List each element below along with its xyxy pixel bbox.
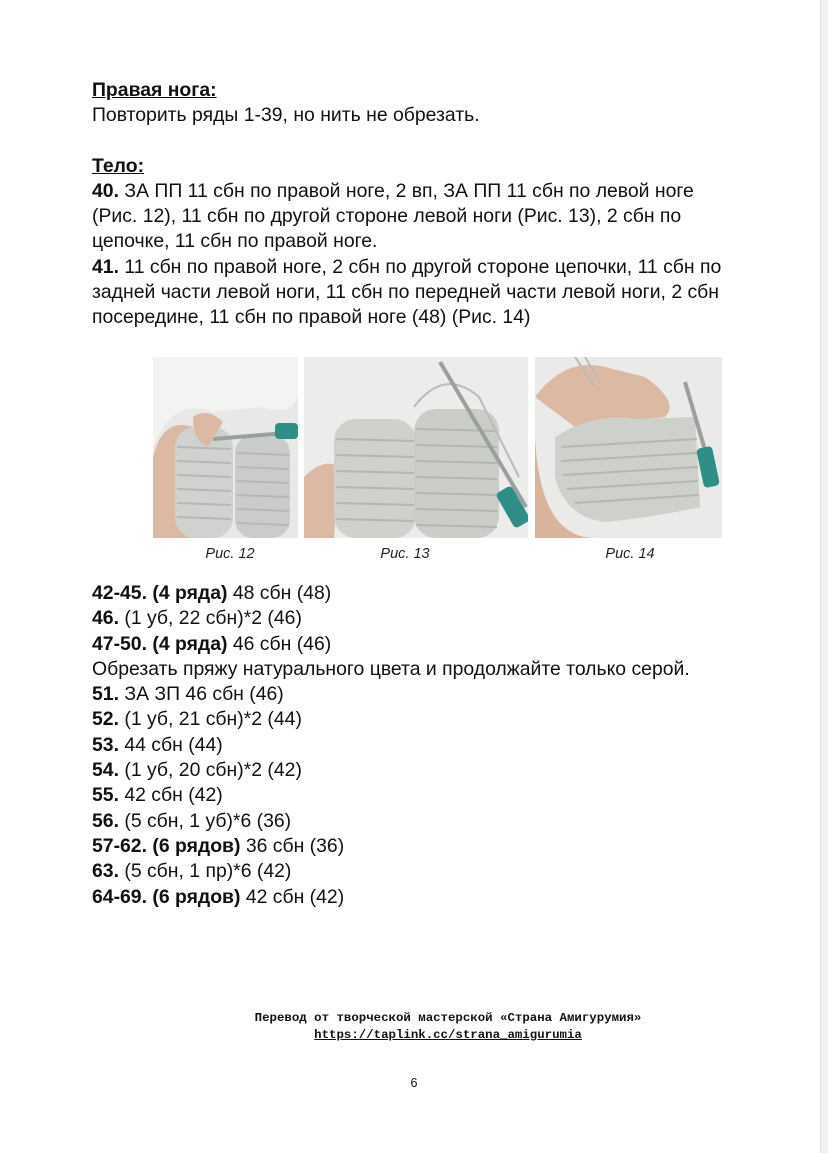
- row-instruction: [92, 809, 742, 834]
- row-number: 46.: [92, 607, 119, 630]
- row-text: 46 сбн (46): [227, 632, 332, 655]
- row-text: ЗА ПП 11 сбн по правой ноге, 2 вп, ЗА ПП 11 сбн по левой ноге (Рис. 12), 11 сбн по другой стороне левой ноги (Рис. 13), 2 сбн по цепочке, 11 сбн по правой ноге.: [92, 179, 694, 253]
- row-instruction: [92, 179, 742, 255]
- crochet-photo-icon: [153, 357, 298, 538]
- row-instruction: [92, 255, 742, 331]
- note-text: Обрезать пряжу натурального цвета и продолжайте только серой.: [92, 657, 690, 680]
- row-instruction: [92, 733, 742, 758]
- row-number: 54.: [92, 759, 119, 782]
- row-instruction: [92, 885, 742, 910]
- row-instruction: [92, 758, 742, 783]
- row-number: 55.: [92, 784, 119, 807]
- figure-caption: Рис. 14: [605, 546, 655, 562]
- row-instruction: [92, 859, 742, 884]
- row-text: (1 уб, 22 сбн)*2 (46): [118, 607, 302, 630]
- row-text: 36 сбн (36): [240, 834, 345, 857]
- figure-12-image: [153, 357, 298, 538]
- row-number: 52.: [92, 708, 119, 731]
- row-instruction: [92, 606, 742, 631]
- section-heading-right-leg: Правая нога:: [92, 79, 217, 101]
- row-count: (4 ряда): [146, 582, 228, 604]
- row-instruction: [92, 581, 742, 606]
- row-number: 57-62.: [92, 834, 147, 857]
- row-text: 44 сбн (44): [118, 733, 223, 756]
- figure-14-image: [535, 357, 722, 538]
- row-number: 56.: [92, 809, 119, 832]
- row-text: (1 уб, 20 сбн)*2 (42): [118, 759, 302, 782]
- row-number: 53.: [92, 733, 119, 756]
- row-instruction: [92, 834, 742, 859]
- row-text: (5 сбн, 1 уб)*6 (36): [118, 809, 292, 832]
- row-number: 41.: [92, 255, 119, 278]
- figure-caption: Рис. 12: [205, 546, 255, 562]
- section-heading-body: Тело:: [92, 154, 145, 177]
- footer-link[interactable]: https://taplink.cc/strana_amigurumia: [314, 1028, 582, 1042]
- instruction-text: Повторить ряды 1-39, но нить не обрезать.: [92, 104, 480, 127]
- page-number: 6: [410, 1076, 418, 1090]
- row-text: (5 сбн, 1 пр)*6 (42): [118, 860, 292, 883]
- row-text: 48 сбн (48): [227, 582, 332, 604]
- row-instruction: [92, 632, 742, 657]
- crochet-photo-icon: [535, 357, 722, 538]
- figure-strip: [0, 357, 820, 567]
- row-number: 47-50.: [92, 632, 147, 655]
- row-number: 63.: [92, 860, 119, 883]
- rows-content: [92, 581, 742, 910]
- page-content: [92, 78, 742, 331]
- row-number: 64-69.: [92, 885, 147, 908]
- row-number: 42-45.: [92, 582, 147, 604]
- row-count: (4 ряда): [146, 632, 228, 655]
- footer-credit: [0, 1010, 828, 1044]
- row-text: 42 сбн (42): [118, 784, 223, 807]
- row-count: (6 рядов): [146, 885, 241, 908]
- row-text: 42 сбн (42): [240, 885, 345, 908]
- row-instruction: [92, 707, 742, 732]
- row-text: ЗА ЗП 46 сбн (46): [118, 683, 284, 706]
- row-number: 51.: [92, 683, 119, 706]
- credit-text: Перевод от творческой мастерской «Страна Амигурумия»: [254, 1011, 642, 1025]
- row-instruction: [92, 682, 742, 707]
- row-number: 40.: [92, 179, 119, 202]
- figure-13-image: [304, 357, 528, 538]
- row-count: (6 рядов): [146, 834, 241, 857]
- figure-caption: Рис. 13: [380, 546, 430, 562]
- row-text: (1 уб, 21 сбн)*2 (44): [118, 708, 302, 731]
- crochet-photo-icon: [304, 357, 528, 538]
- row-instruction: [92, 783, 742, 808]
- row-text: 11 сбн по правой ноге, 2 сбн по другой стороне цепочки, 11 сбн по задней части левой ноги, 11 сбн по передней части левой ноги, 2 сбн посередине, 11 сбн по правой ноге (48) (Рис. 14): [92, 255, 722, 329]
